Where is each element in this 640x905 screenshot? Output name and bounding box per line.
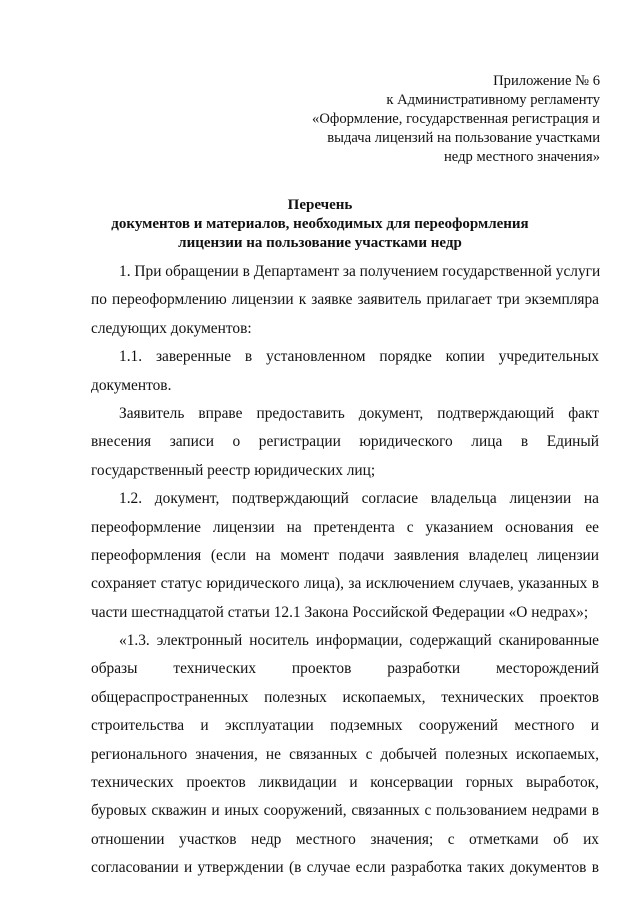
item-1-1-line: документов. [91,376,172,394]
paragraph-1-line: 1. При обращении в Департамент за получением государственной услуги [119,263,601,280]
item-1-3-line: «1.3. электронный носитель информации, содержащий сканированные [119,632,599,650]
appendix-reference: к Административному регламенту [386,92,600,108]
appendix-regulation-title: недр местного значения» [444,149,600,165]
appendix-number: Приложение № 6 [493,73,600,89]
title-heading: Перечень [287,197,353,213]
appendix-regulation-title: выдача лицензий на пользование участками [327,130,600,146]
item-1-2-line: переоформление лицензии на претендента с указанием основания ее [91,518,599,536]
document-title [0,196,640,253]
applicant-note-line: Заявитель вправе предоставить документ, подтверждающий факт [119,404,599,422]
item-1-1-line: 1.1. заверенные в установленном порядке копии учредительных [119,348,599,366]
item-1-3-line: буровых скважин и иных сооружений, связанных с пользованием недрами в [91,802,599,820]
applicant-note-line: внесения записи о регистрации юридического лица в Единый [91,433,599,451]
applicant-note-line: государственный реестр юридических лиц; [91,461,376,479]
appendix-regulation-title: «Оформление, государственная регистрация и [312,111,600,127]
title-subheading: документов и материалов, необходимых для переоформления [111,216,529,232]
title-subheading: лицензии на пользование участками недр [178,235,462,251]
item-1-2-line: 1.2. документ, подтверждающий согласие владельца лицензии на [119,490,599,508]
item-1-3-line: согласовании и утверждении (в случае если разработка таких документов в [91,859,599,877]
item-1-2-line: сохраняет статус юридического лица), за исключением случаев, указанных в [91,575,599,593]
item-1-3-line: строительства и эксплуатации подземных сооружений местного и [91,717,599,735]
document-body [91,258,599,883]
item-1-3-line: регионального значения, не связанных с добычей полезных ископаемых, [91,745,599,763]
appendix-header [200,72,600,167]
item-1-2-line: части шестнадцатой статьи 12.1 Закона Российской Федерации «О недрах»; [91,603,589,621]
paragraph-1-line: следующих документов: [91,319,252,337]
item-1-3-line: отношении участков недр местного значения; с отметками об их [91,830,599,848]
item-1-3-line: общераспространенных полезных ископаемых, технических проектов [91,688,599,706]
item-1-3-line: образы технических проектов разработки месторождений [91,660,599,678]
item-1-2-line: переоформления (если на момент подачи заявления владелец лицензии [91,546,599,564]
item-1-3-line: технических проектов ликвидации и консервации горных выработок, [91,774,599,792]
paragraph-1-line: по переоформлению лицензии к заявке заявитель прилагает три экземпляра [91,291,599,309]
